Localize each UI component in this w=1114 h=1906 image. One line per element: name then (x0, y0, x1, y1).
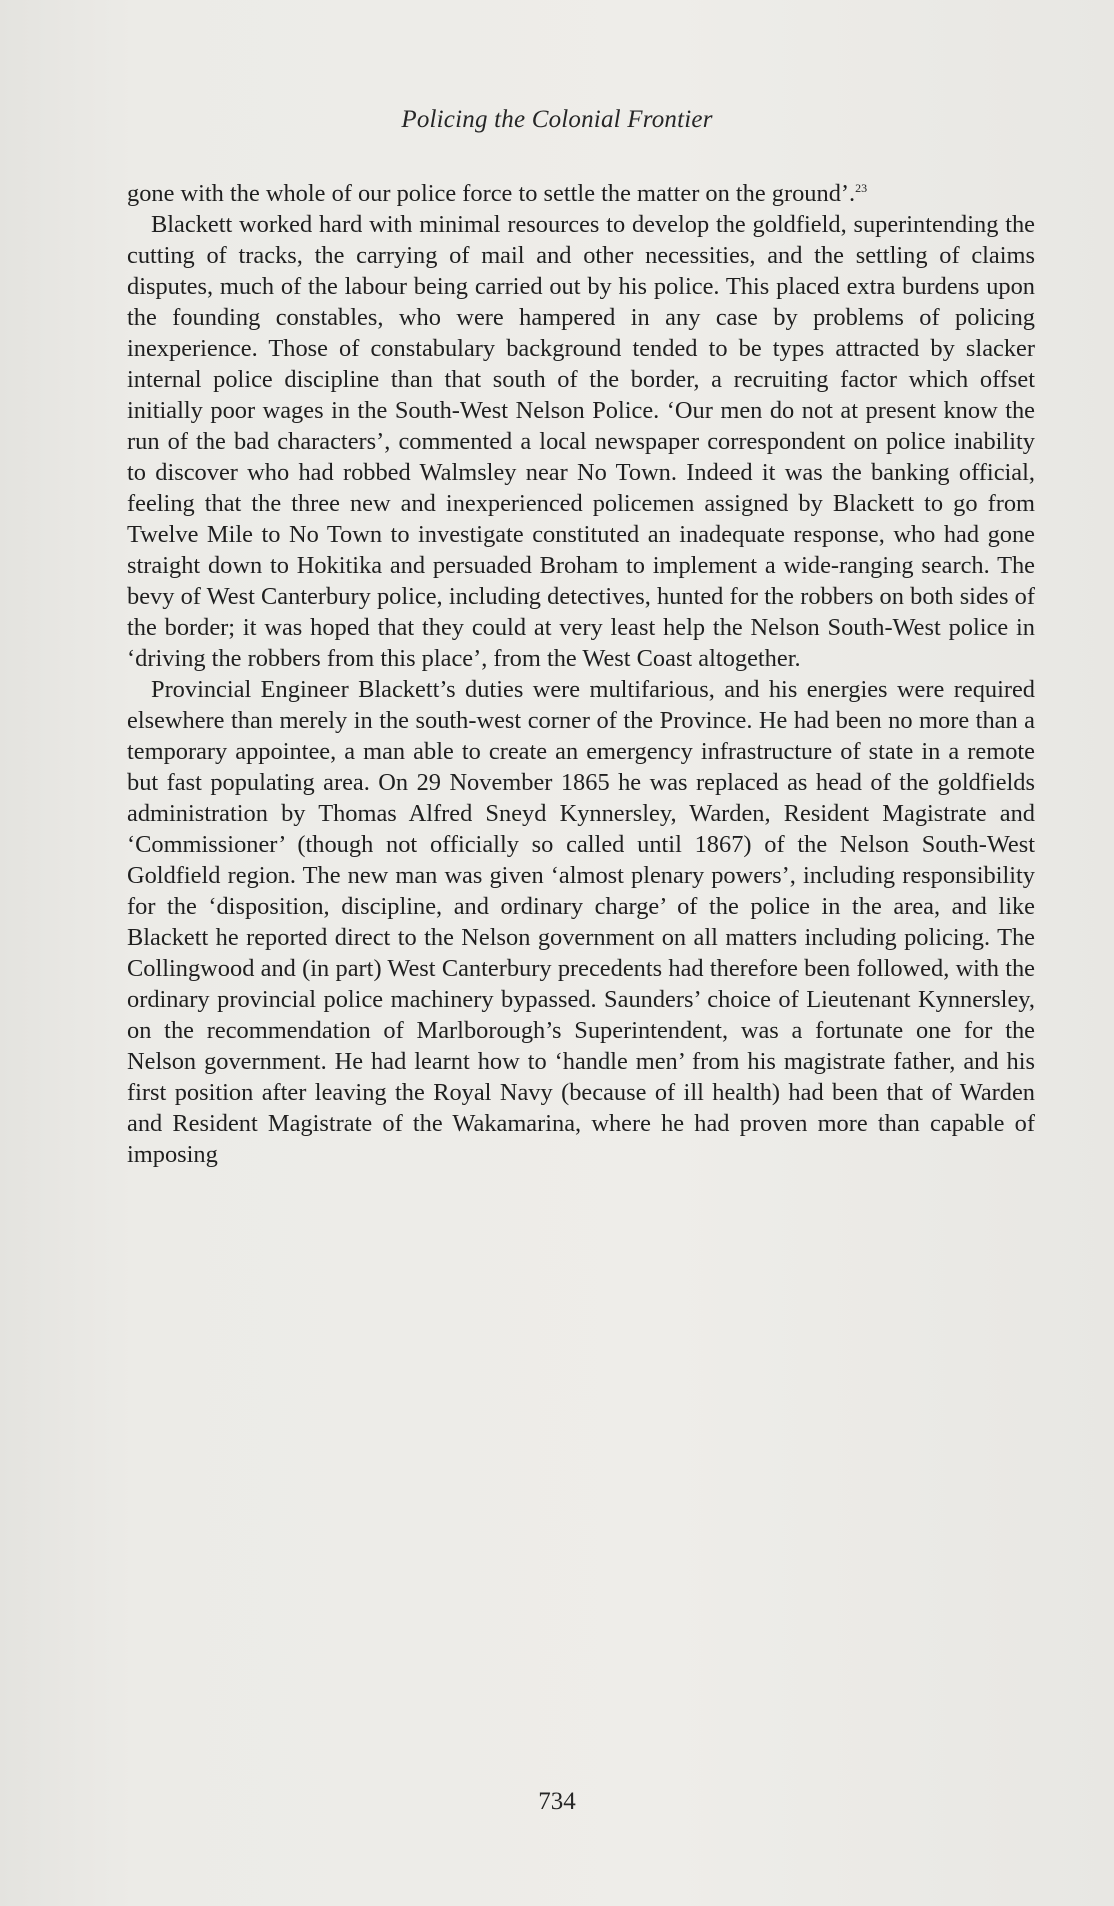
paragraph-3: Provincial Engineer Blackett’s duties were multifarious, and his energies were required elsewhere than merely in the south-west corner of the Province. He had been no more than a temporary appointee, a man able to create an emergency infrastructure of state in a remote but fast populating area. On 29 November 1865 he was replaced as head of the goldfields administration by Thomas Alfred Sneyd Kynnersley, Warden, Resident Magistrate and ‘Commissioner’ (though not officially so called until 1867) of the Nelson South-West Goldfield region. The new man was given ‘almost plenary powers’, including responsibility for the ‘disposition, discipline, and ordinary charge’ of the police in the area, and like Blackett he reported direct to the Nelson government on all matters including policing. The Collingwood and (in part) West Canterbury precedents had therefore been followed, with the ordinary provincial police machinery bypassed. Saunders’ choice of Lieutenant Kynnersley, on the recommendation of Marlborough’s Superintendent, was a fortunate one for the Nelson government. He had learnt how to ‘handle men’ from his magistrate father, and his first position after leaving the Royal Navy (because of ill health) had been that of Warden and Resident Magistrate of the Wakamarina, where he had proven more than capable of imposing (127, 676, 1035, 1168)
paragraph-2: Blackett worked hard with minimal resources to develop the goldfield, superintending the cutting of tracks, the carrying of mail and other necessities, and the settling of claims disputes, much of the labour being carried out by his police. This placed extra burdens upon the founding constables, who were hampered in any case by problems of policing inexperience. Those of constabulary background tended to be types attracted by slacker internal police discipline than that south of the border, a recruiting factor which offset initially poor wages in the South-West Nelson Police. ‘Our men do not at present know the run of the bad characters’, commented a local newspaper correspondent on police inability to discover who had robbed Walmsley near No Town. Indeed it was the banking official, feeling that the three new and inexperienced policemen assigned by Blackett to go from Twelve Mile to No Town to investigate constituted an inadequate response, who had gone straight down to Hokitika and persuaded Broham to implement a wide-ranging search. The bevy of West Canterbury police, including detectives, hunted for the robbers on both sides of the border; it was hoped that they could at very least help the Nelson South-West police in ‘driving the robbers from this place’, from the West Coast altogether. (127, 211, 1035, 672)
body-text (127, 178, 1035, 1170)
paragraph-1 (127, 178, 1035, 209)
footnote-ref-23[interactable]: 23 (855, 180, 868, 195)
page-number: 734 (538, 1788, 576, 1815)
running-head: Policing the Colonial Frontier (401, 106, 713, 133)
paragraph-1-text: gone with the whole of our police force to settle the matter on the ground’. (127, 180, 856, 207)
